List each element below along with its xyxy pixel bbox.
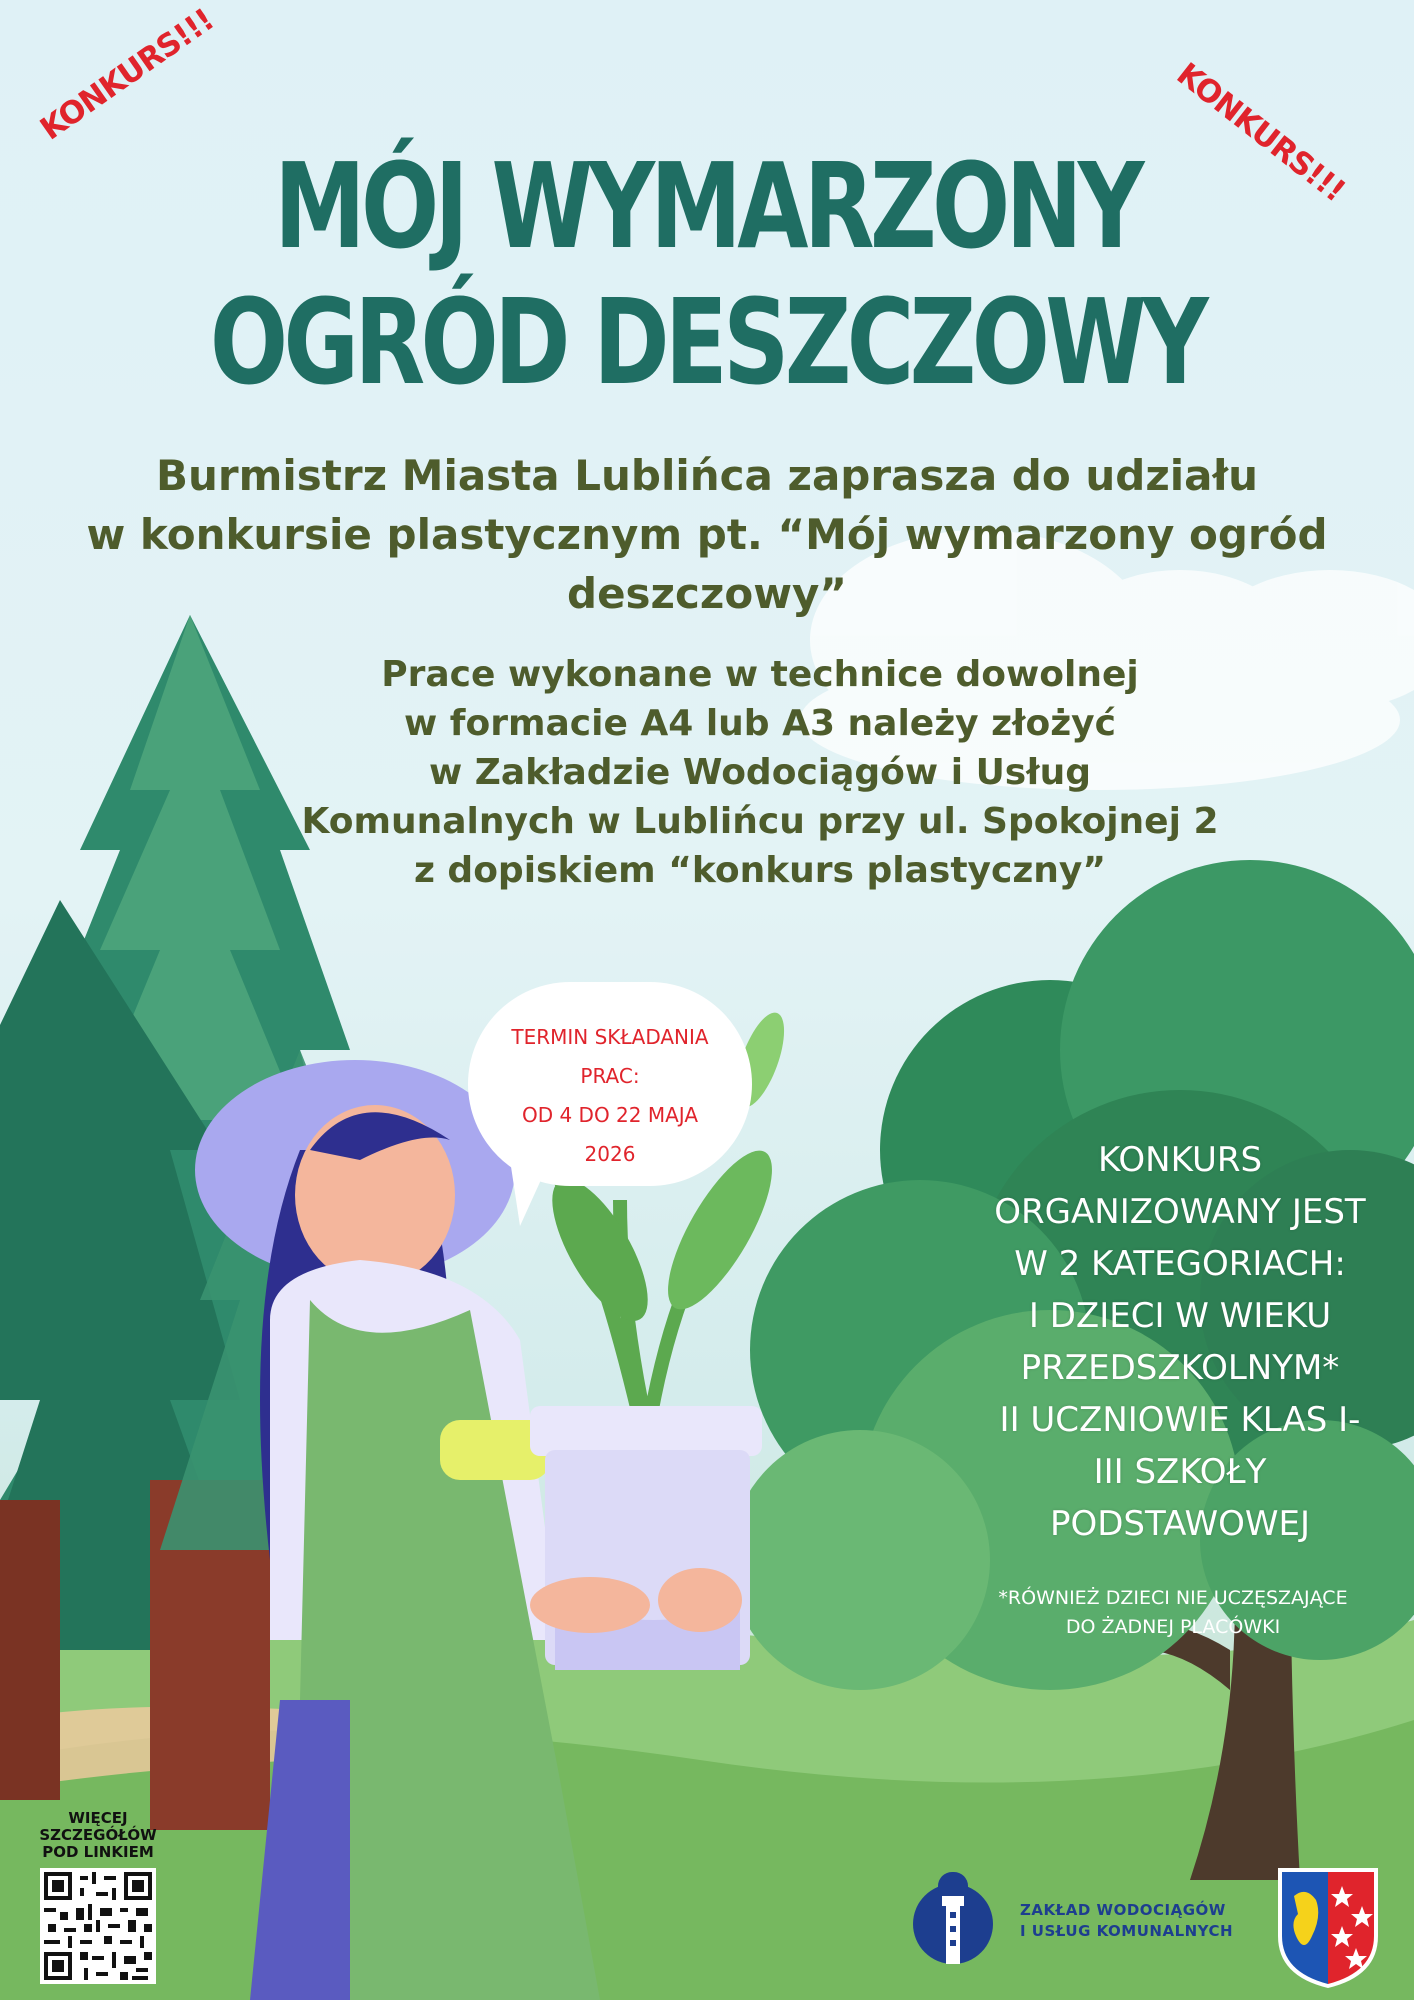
intro-line: Burmistrz Miasta Lublińca zaprasza do udziału [156,451,1258,500]
organizer-line: I USŁUG KOMUNALNYCH [1020,1922,1234,1940]
categories-line: PRZEDSZKOLNYM* [1020,1348,1340,1388]
categories-line: KONKURS [1097,1140,1263,1180]
intro-line: deszczowy” [567,569,847,618]
coat-of-arms-icon [1276,1866,1380,1990]
qr-code-graphic [40,1868,156,1984]
categories-text [950,1134,1410,1550]
konkurs-tag-left: KONKURS!!! [34,2,221,148]
konkurs-tag-right: KONKURS!!! [1169,56,1352,209]
more-info-line: SZCZEGÓŁÓW [39,1826,157,1844]
categories-line: III SZKOŁY [1093,1452,1267,1492]
footnote-line: *RÓWNIEŻ DZIECI NIE UCZĘSZAJĄCE [998,1587,1348,1609]
more-info-line: POD LINKIEM [42,1843,154,1861]
categories-line: PODSTAWOWEJ [1049,1504,1311,1544]
footnote [958,1584,1388,1642]
water-tower-logo-icon [912,1866,994,1970]
qr-code-icon[interactable] [40,1868,156,1984]
deadline-line: TERMIN SKŁADANIA [511,1025,709,1049]
more-info-label [14,1810,182,1861]
more-info-line: WIĘCEJ [68,1809,128,1827]
deadline-line: 2026 [584,1142,636,1166]
organizer-line: ZAKŁAD WODOCIĄGÓW [1020,1901,1226,1919]
deadline-line: PRAC: [580,1064,640,1088]
categories-line: ORGANIZOWANY JEST [994,1192,1366,1232]
organizer-name [1020,1900,1270,1942]
categories-line: II UCZNIOWIE KLAS I- [999,1400,1361,1440]
rules-text [240,650,1280,895]
deadline-line: OD 4 DO 22 MAJA [521,1103,699,1127]
rules-line: Komunalnych w Lublińcu przy ul. Spokojnej 2 [301,801,1219,842]
rules-line: Prace wykonane w technice dowolnej [381,654,1139,695]
title-line-2: OGRÓD DESZCZOWY [209,273,1205,411]
rules-line: w Zakładzie Wodociągów i Usług [428,752,1091,793]
categories-line: I DZIECI W WIEKU [1028,1296,1332,1336]
intro-text [80,446,1334,623]
poster-title [0,138,1414,410]
rules-line: w formacie A4 lub A3 należy złożyć [404,703,1116,744]
footnote-line: DO ŻADNEJ PLACÓWKI [1065,1616,1281,1638]
title-line-1: MÓJ WYMARZONY [274,137,1140,275]
intro-line: w konkursie plastycznym pt. “Mój wymarzony ogród [86,510,1328,559]
categories-line: W 2 KATEGORIACH: [1014,1244,1346,1284]
rules-line: z dopiskiem “konkurs plastyczny” [413,850,1107,891]
deadline-text [468,1018,752,1174]
